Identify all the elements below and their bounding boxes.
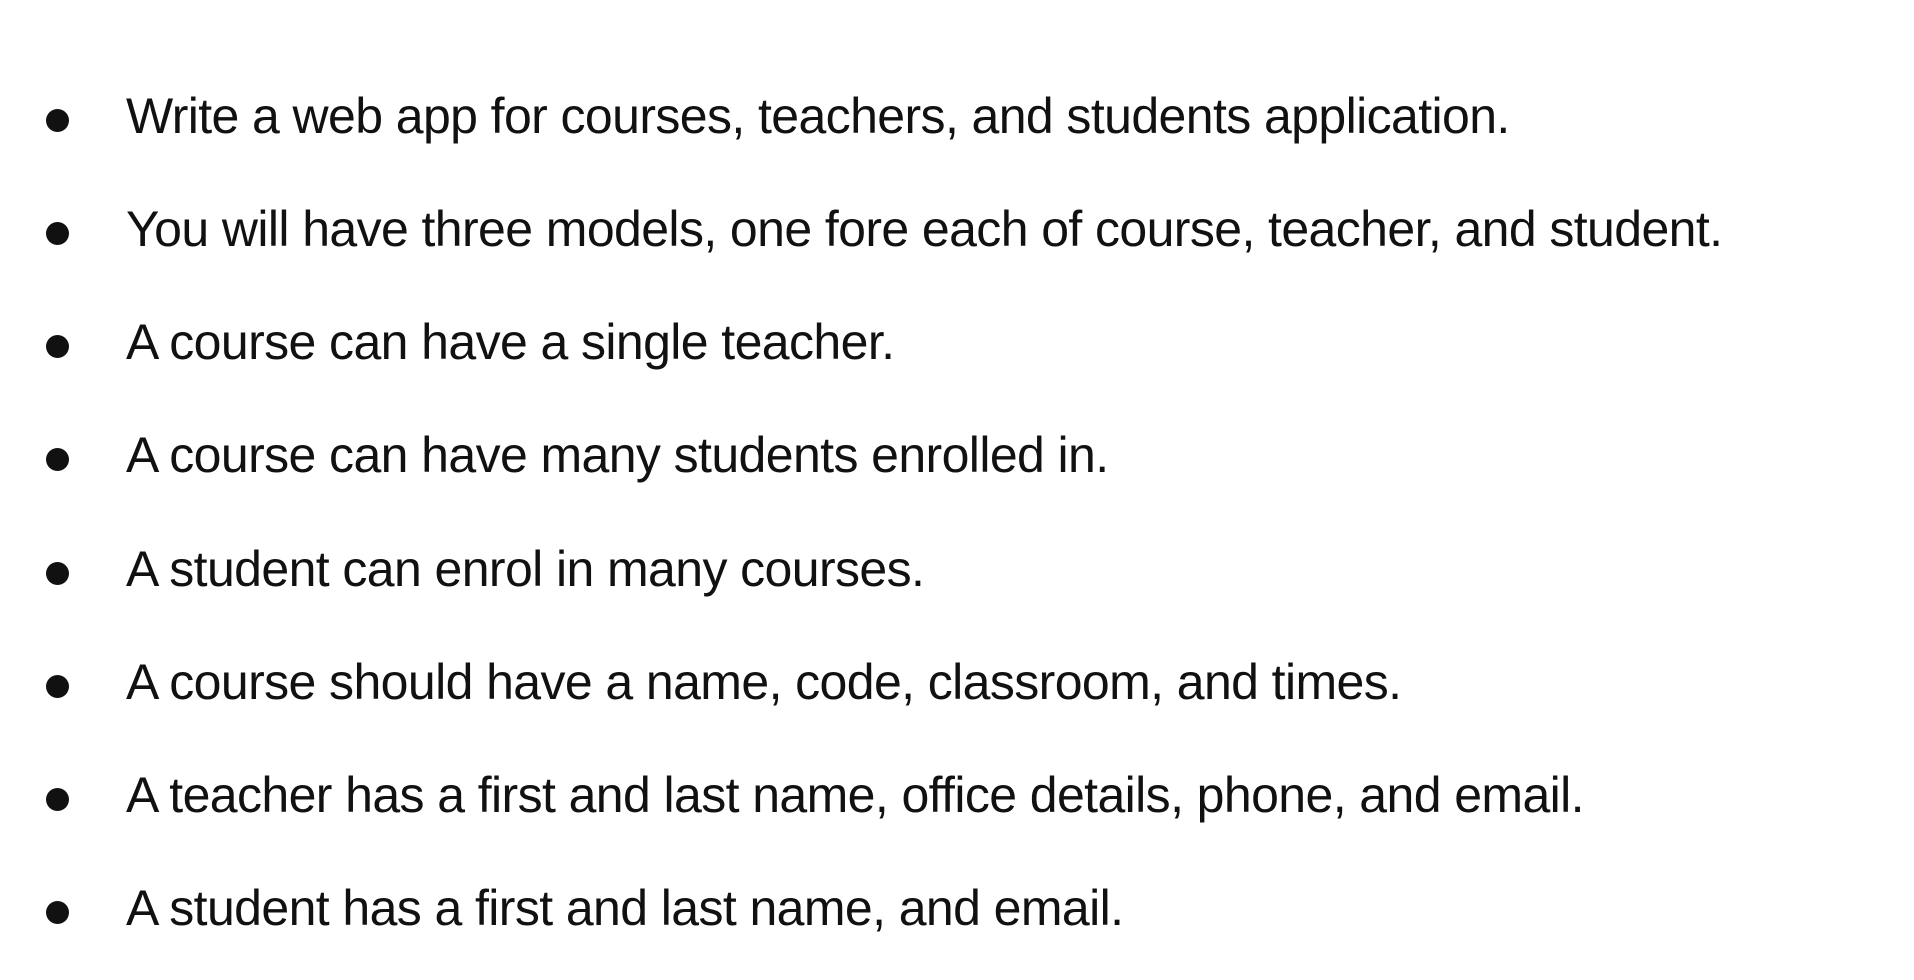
bullet-text: A course should have a name, code, classroom, and times. — [126, 654, 1402, 710]
list-item — [0, 68, 1914, 164]
bullet-text: A course can have many students enrolled in. — [126, 427, 1109, 483]
bullet-icon — [46, 901, 69, 924]
bullet-text: A course can have a single teacher. — [126, 314, 895, 370]
list-item — [0, 747, 1914, 843]
bullet-icon — [46, 109, 69, 132]
list-item — [0, 407, 1914, 503]
bullet-icon — [46, 222, 69, 245]
bullet-text: A student can enrol in many courses. — [126, 541, 925, 597]
bullet-text: A teacher has a first and last name, office details, phone, and email. — [126, 767, 1584, 823]
bullet-icon — [46, 335, 69, 358]
list-item — [0, 860, 1914, 956]
bullet-icon — [46, 675, 69, 698]
bullet-icon — [46, 448, 69, 471]
bullet-text: You will have three models, one fore each of course, teacher, and student. — [126, 201, 1723, 257]
list-item — [0, 634, 1914, 730]
list-item — [0, 521, 1914, 617]
bullet-text: Write a web app for courses, teachers, and students application. — [126, 88, 1510, 144]
list-item — [0, 181, 1914, 277]
bullet-icon — [46, 788, 69, 811]
bullet-text: A student has a first and last name, and email. — [126, 880, 1124, 936]
list-item — [0, 294, 1914, 390]
bullet-icon — [46, 562, 69, 585]
